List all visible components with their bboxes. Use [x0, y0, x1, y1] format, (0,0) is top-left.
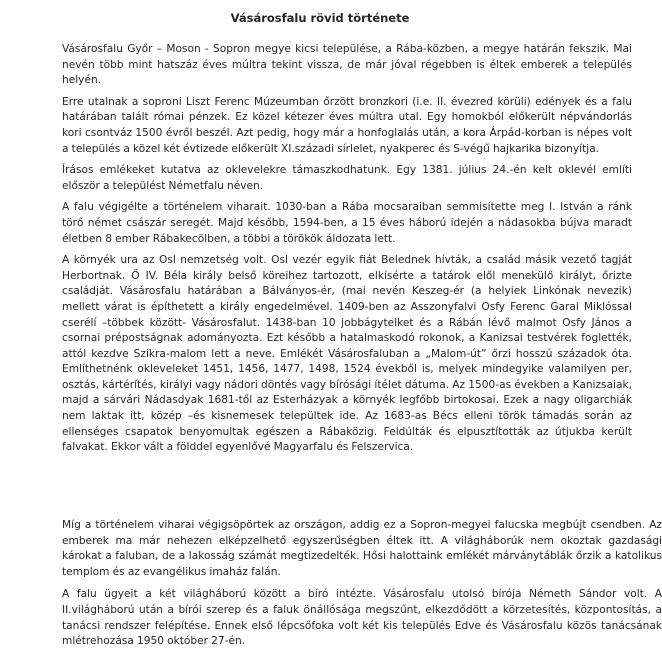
- paragraph-intro: Vásárosfalu Győr – Moson - Sopron megye kicsi települése, a Rába-közben, a megye határán fekszik. Mai nevén több mint hatszáz éves múltra tekint vissza, de már jóval régebben is éltek emberek a település helyén.: [62, 43, 632, 87]
- paragraph-world-wars: Míg a történelem viharai végigsöpörtek az országon, addig ez a Sopron-megyei falucska megbújt csendben. Az emberek ma már nehezen elképzelhető egyszerűségben éltek itt. A világháborúk nem okoztak gazdasági károkat a faluban, de a lakosság számát megtizedelték. Hősi halottaink emlékét márványtáblák őrzik a katolikus templom és az evangélikus imaház falán.: [62, 519, 662, 578]
- paragraph-village-judge: A falu ügyeit a két világháború között a bíró intézte. Vásárosfalu utolsó bírója Németh Sándor volt. A II.világháború után a bírói szerep és a faluk önállósága megszűnt, elkezdődött a körzetesítés, központosítás, a tanácsi rendszer felépítése. Ennek első lépcsőfoka volt két kis település Edve és Vásárosfalu közös tanácsának mlétrehozása 1950 október 27-én.: [62, 588, 662, 648]
- paragraph-written-records: Írásos emlékeket kutatva az oklevelekre támaszkodhatunk. Egy 1381. július 24.-én kelt oklevél említi először a települést Németfalu néven.: [62, 164, 632, 192]
- paragraph-history-storms: A falu végigélte a történelem viharait. 1030-ban a Rába mocsaraiban semmisítette meg I. István a ránk törő német császár seregét. Majd később, 1594-ben, a 15 éves háború idején a nádasokba bújva maradt életben 8 ember Rábakecölben, a többi a törökök áldozata lett.: [62, 201, 632, 245]
- article-body-continued: [62, 518, 662, 657]
- page-title: Vásárosfalu rövid története: [230, 11, 410, 25]
- paragraph-osl-clan: A környék ura az Osl nemzetség volt. Osl vezér egyik fiát Belednek hívták, a család másik vezető tagját Herbortnak. Ő IV. Béla király belső köreihez tartozott, elkísérte a tatárok elől menekülő királyt, őrizte családját. Vásárosfalu határában a Bálványos-ér, (mai nevén Keszeg-ér (a helyiek Linkónak nevezik) mellett várat is építhetett a király engedelmével. 1409-ben az Asszonyfalvi Osfy Ferenc Garai Miklóssal cserélí –többek között- Vásárosfalut. 1438-ban 10 jobbágytelket és a Rábán lévő malmot Osfy János a csornai prépostságnak adományozta. Ezt később a hatalmaskodó rokonok, a Kanizsai testvérek foglették, attól kezdve Szikra-malom lett a neve. Emlékét Vásárosfaluban a „Malom-út” őrzi hosszú századok óta. Említhetnénk okleveleket 1451, 1456, 1477, 1498, 1524 évekből is, melyek mindegyike valamilyen per, osztás, kártérítés, királyi vagy nádori döntés vagy bírósági ítélet dátuma. Az 1500-as években a Kanizsaiak, majd a sárvári Nádasdyak 1681-től az Esterházyak a környék legfőbb birtokosai. Ezek a nagy oligarchiák nem laktak itt, közép –és kisnemesek települtek ide. Az 1683-as Bécs elleni török támadás során az ellenséges csapatok benyomultak egészen a Rábaközig. Feldúlták és elpusztították az útjukba került falvakat. Ekkor vált a földdel egyenlővé Magyarfalu és Felszervica.: [62, 254, 632, 454]
- paragraph-archaeology: Erre utalnak a soproni Liszt Ferenc Múzeumban őrzött bronzkori (i.e. II. évezred körüli) edények és a falu határában talált római pénzek. Ez közel kétezer éves múltra utal. Egy homokból előkerült népvándorlás kori csontváz 1500 évről beszél. Azt pedig, hogy már a honfoglalás után, a kora Árpád-korban is népes volt a település a közel két évtizede előkerült XI.századi sírlelet, nyakperec és S-végű hajkarika bizonyítja.: [62, 95, 632, 155]
- article-body: [62, 42, 632, 462]
